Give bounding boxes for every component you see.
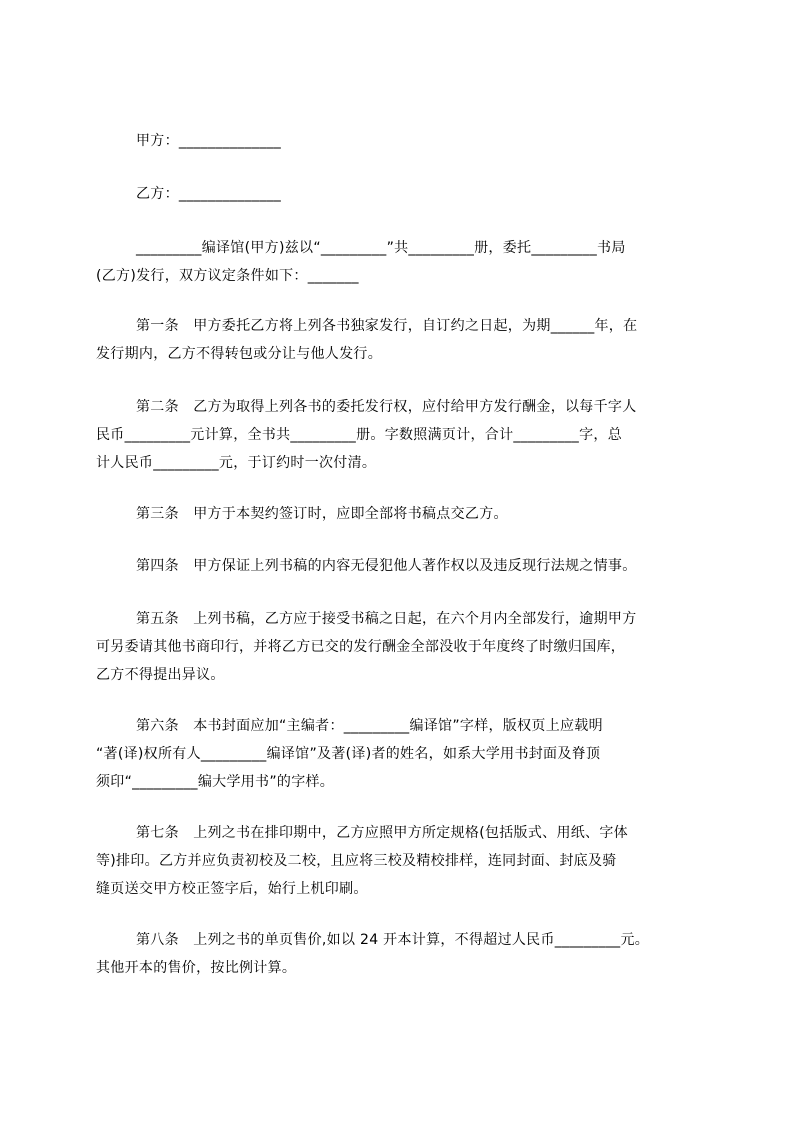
article-line: 第七条 上列之书在排印期中，乙方应照甲方所定规格(包括版式、用纸、字体 [136,825,628,841]
article-6 [96,712,700,796]
article-line: 第二条 乙方为取得上列各书的委托发行权，应付给甲方发行酬金，以每千字人 [136,399,637,415]
article-line: 乙方不得提出异议。 [96,667,225,683]
article-8 [96,926,700,982]
intro-line: (乙方)发行，双方议定条件如下：_______ [96,268,359,284]
article-line: 计人民币_________元，于订约时一次付清。 [96,455,377,471]
article-line: 其他开本的售价，按比例计算。 [96,960,297,976]
article-line: 等)排印。乙方并应负责初校及二校，且应将三校及精校排样，连同封面、封底及骑 [96,853,617,869]
article-line: 发行期内，乙方不得转包或分让与他人发行。 [96,346,382,362]
article-7 [96,819,700,903]
party-a-text: 甲方：______________ [136,133,282,149]
article-line: 第六条 本书封面应加“主编者：_________编译馆”字样，版权页上应载明 [136,718,603,734]
article-line: 第八条 上列之书的单页售价,如以 24 开本计算，不得超过人民币_________元。 [136,932,650,948]
article-line: “著(译)权所有人_________编译馆”及著(译)者的姓名，如系大学用书封面及脊顶 [96,746,601,762]
article-line: 须印“_________编大学用书”的字样。 [96,774,335,790]
party-b-line [96,180,700,208]
article-4 [96,552,700,580]
article-line: 第三条 甲方于本契约签订时，应即全部将书稿点交乙方。 [136,506,508,522]
article-line: 第一条 甲方委托乙方将上列各书独家发行，自订约之日起，为期______年，在 [136,318,638,334]
article-line: 第五条 上列书稿，乙方应于接受书稿之日起，在六个月内全部发行，逾期甲方 [136,611,637,627]
article-line: 可另委请其他书商印行，并将乙方已交的发行酬金全部没收于年度终了时缴归国库， [96,639,626,655]
party-a-line [96,127,700,155]
intro-line: _________编译馆(甲方)兹以“_________”共_________册，委托_________书局 [136,240,626,256]
article-1 [96,312,700,368]
article-3 [96,500,700,528]
article-line: 缝页送交甲方校正签字后，始行上机印刷。 [96,881,368,897]
party-b-text: 乙方：______________ [136,186,282,202]
article-2 [96,393,700,477]
article-line: 第四条 甲方保证上列书稿的内容无侵犯他人著作权以及违反现行法规之情事。 [136,558,637,574]
article-line: 民币_________元计算，全书共_________册。字数照满页计，合计_________字，总 [96,427,622,443]
intro-paragraph [96,234,700,290]
article-5 [96,605,700,689]
